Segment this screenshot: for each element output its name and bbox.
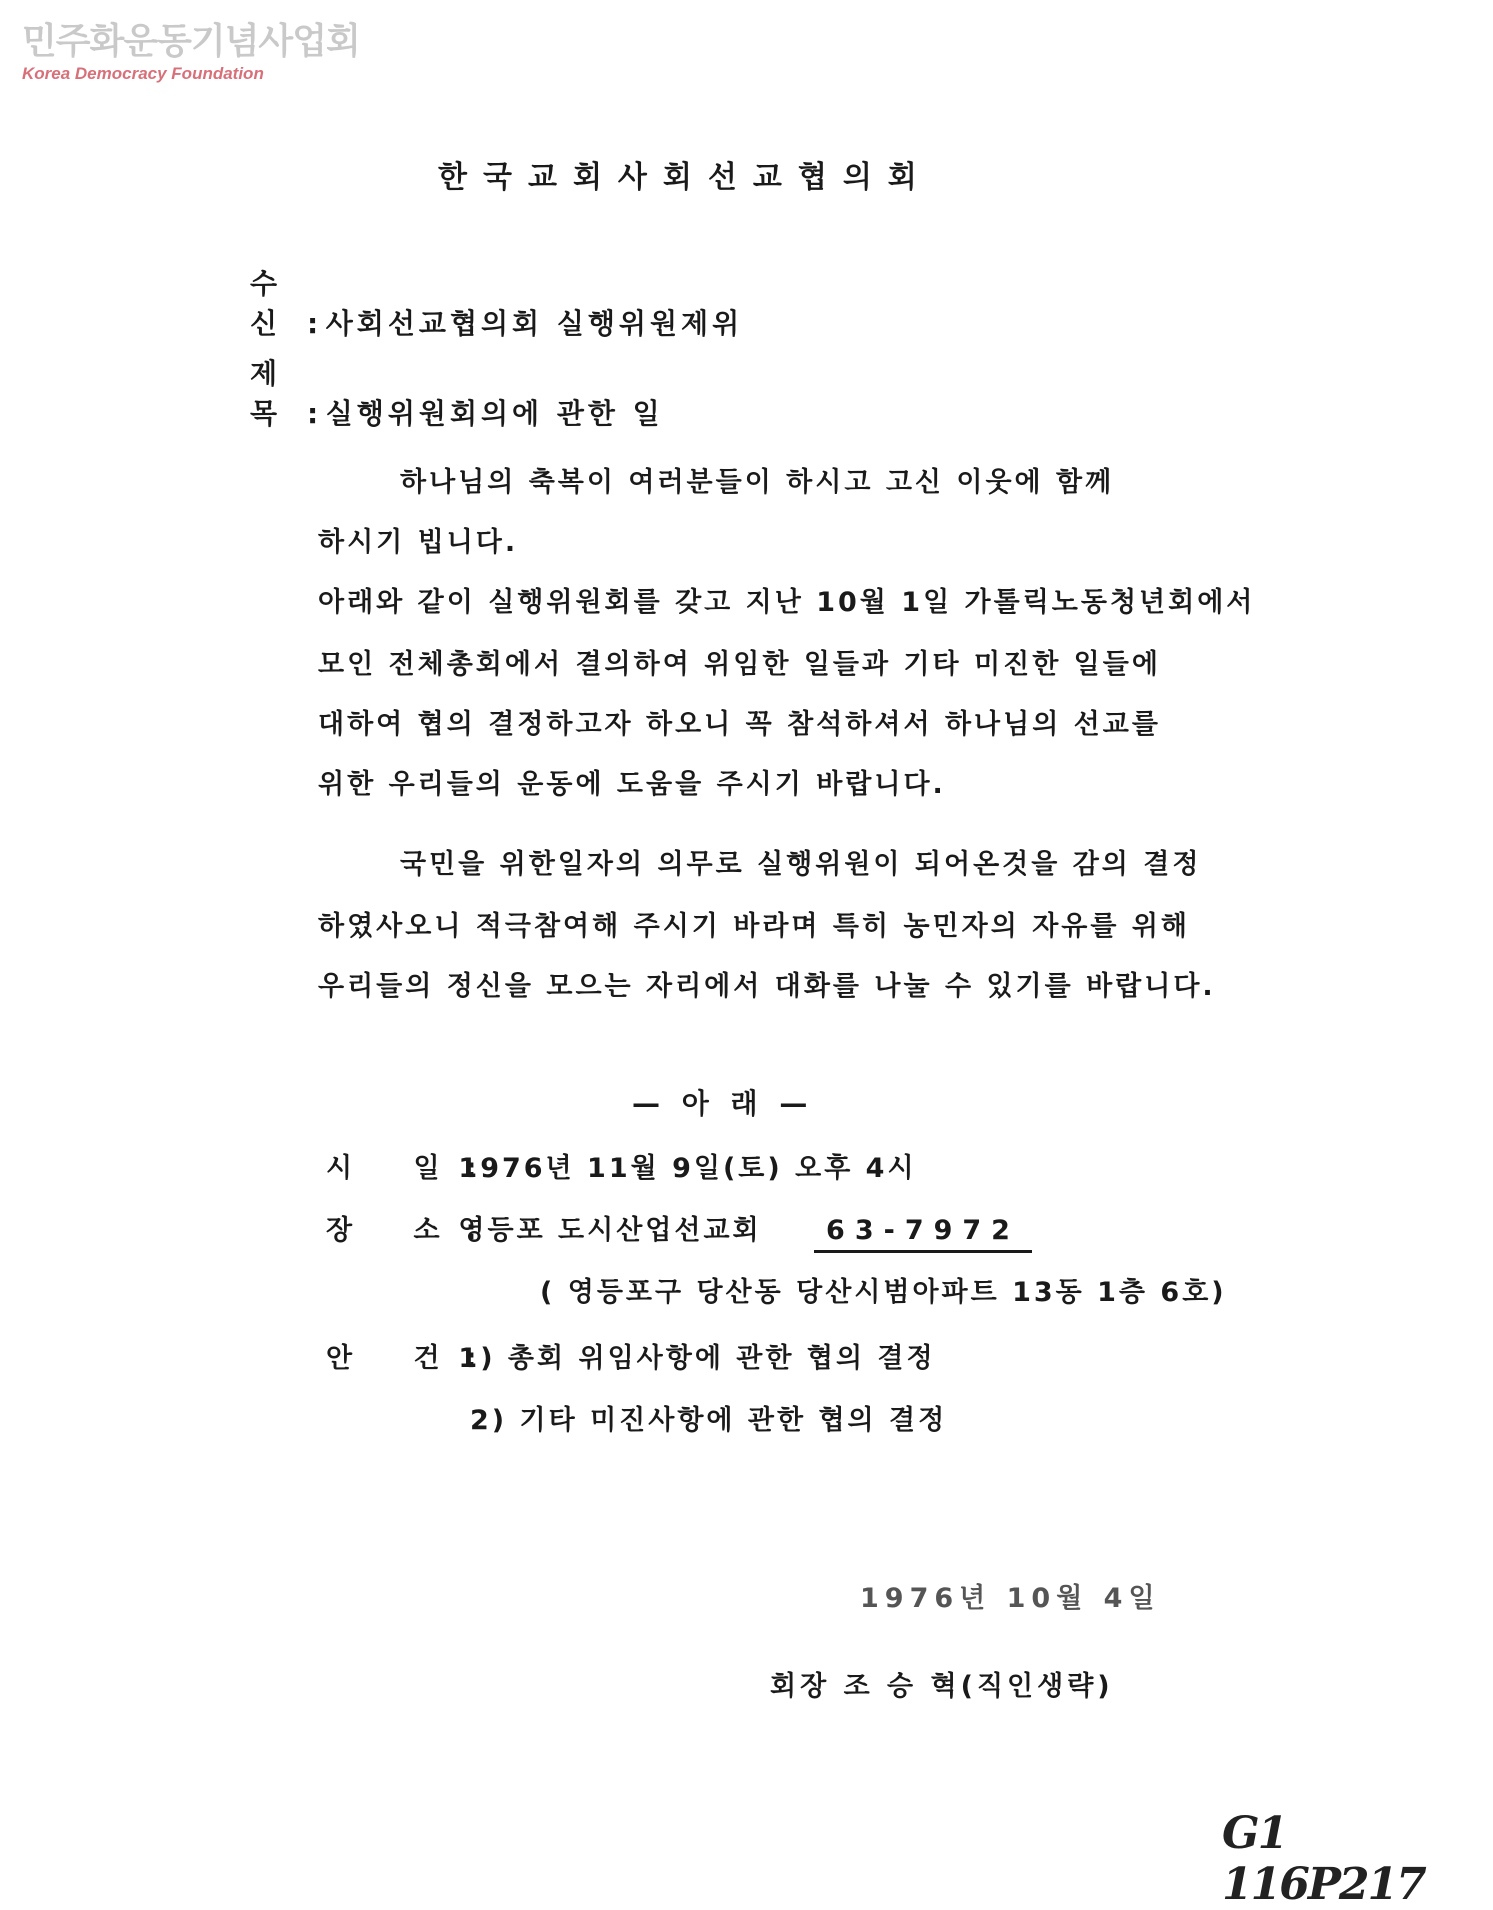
separator-heading: — 아 래 — (632, 1087, 814, 1120)
address-line: ( 영등포구 당산동 당산시범아파트 13동 1층 6호) (540, 1277, 1227, 1308)
time-label: 시 일: (326, 1153, 503, 1184)
document-date: 1976년 10월 4일 (860, 1583, 1161, 1614)
subject-value: 실행위원회의에 관한 일 (325, 397, 664, 430)
paragraph-line: 우리들의 정신을 모으는 자리에서 대화를 나눌 수 있기를 바랍니다. (318, 971, 1216, 1002)
paragraph-line: 국민을 위한일자의 의무로 실행위원이 되어온것을 감의 결정 (400, 849, 1202, 880)
paragraph-line: 하시기 빕니다. (318, 527, 519, 558)
place-label: 장 소: (326, 1215, 503, 1246)
recipient-line (250, 262, 743, 342)
subject-label: 제 목: (250, 357, 349, 430)
time-value: 1976년 11월 9일(토) 오후 4시 (458, 1153, 917, 1184)
paragraph-line: 하였사오니 적극참여해 주시기 바라며 특히 농민자의 자유를 위해 (318, 911, 1191, 942)
paragraph-line: 모인 전체총회에서 결의하여 위임한 일들과 기타 미진한 일들에 (318, 649, 1161, 680)
recipient-label: 수 신: (250, 267, 349, 340)
place-value: 영등포 도시산업선교회 (458, 1215, 762, 1246)
agenda-row (326, 1336, 936, 1375)
handwritten-archive-note: G1 116P217 (1222, 1808, 1425, 1910)
watermark-english: Korea Democracy Foundation (22, 64, 264, 83)
agenda-label: 안 건: (326, 1343, 503, 1374)
recipient-value: 사회선교협의회 실행위원제위 (325, 307, 744, 340)
paragraph-line: 대하여 협의 결정하고자 하오니 꼭 참석하셔서 하나님의 선교를 (318, 709, 1161, 740)
paragraph-line: 하나님의 축복이 여러분들이 하시고 고신 이웃에 함께 (400, 467, 1115, 498)
phone-number: 63-7972 (814, 1215, 1032, 1253)
watermark-korean: 민주화운동기념사업회 (22, 21, 360, 62)
paragraph-line: 위한 우리들의 운동에 도움을 주시기 바랍니다. (318, 769, 946, 800)
place-row (326, 1208, 1032, 1253)
time-row (326, 1146, 917, 1185)
document-title: 한국교회사회선교협의회 (438, 160, 933, 195)
paragraph-line: 아래와 같이 실행위원회를 갖고 지난 10월 1일 가톨릭노동청년회에서 (318, 587, 1256, 618)
agenda-item: 2) 기타 미진사항에 관한 협의 결정 (470, 1405, 948, 1436)
agenda-item: 1) 총회 위임사항에 관한 협의 결정 (458, 1343, 936, 1374)
subject-line (250, 352, 664, 432)
signature-line: 회장 조 승 혁(직인생략) (770, 1671, 1114, 1702)
